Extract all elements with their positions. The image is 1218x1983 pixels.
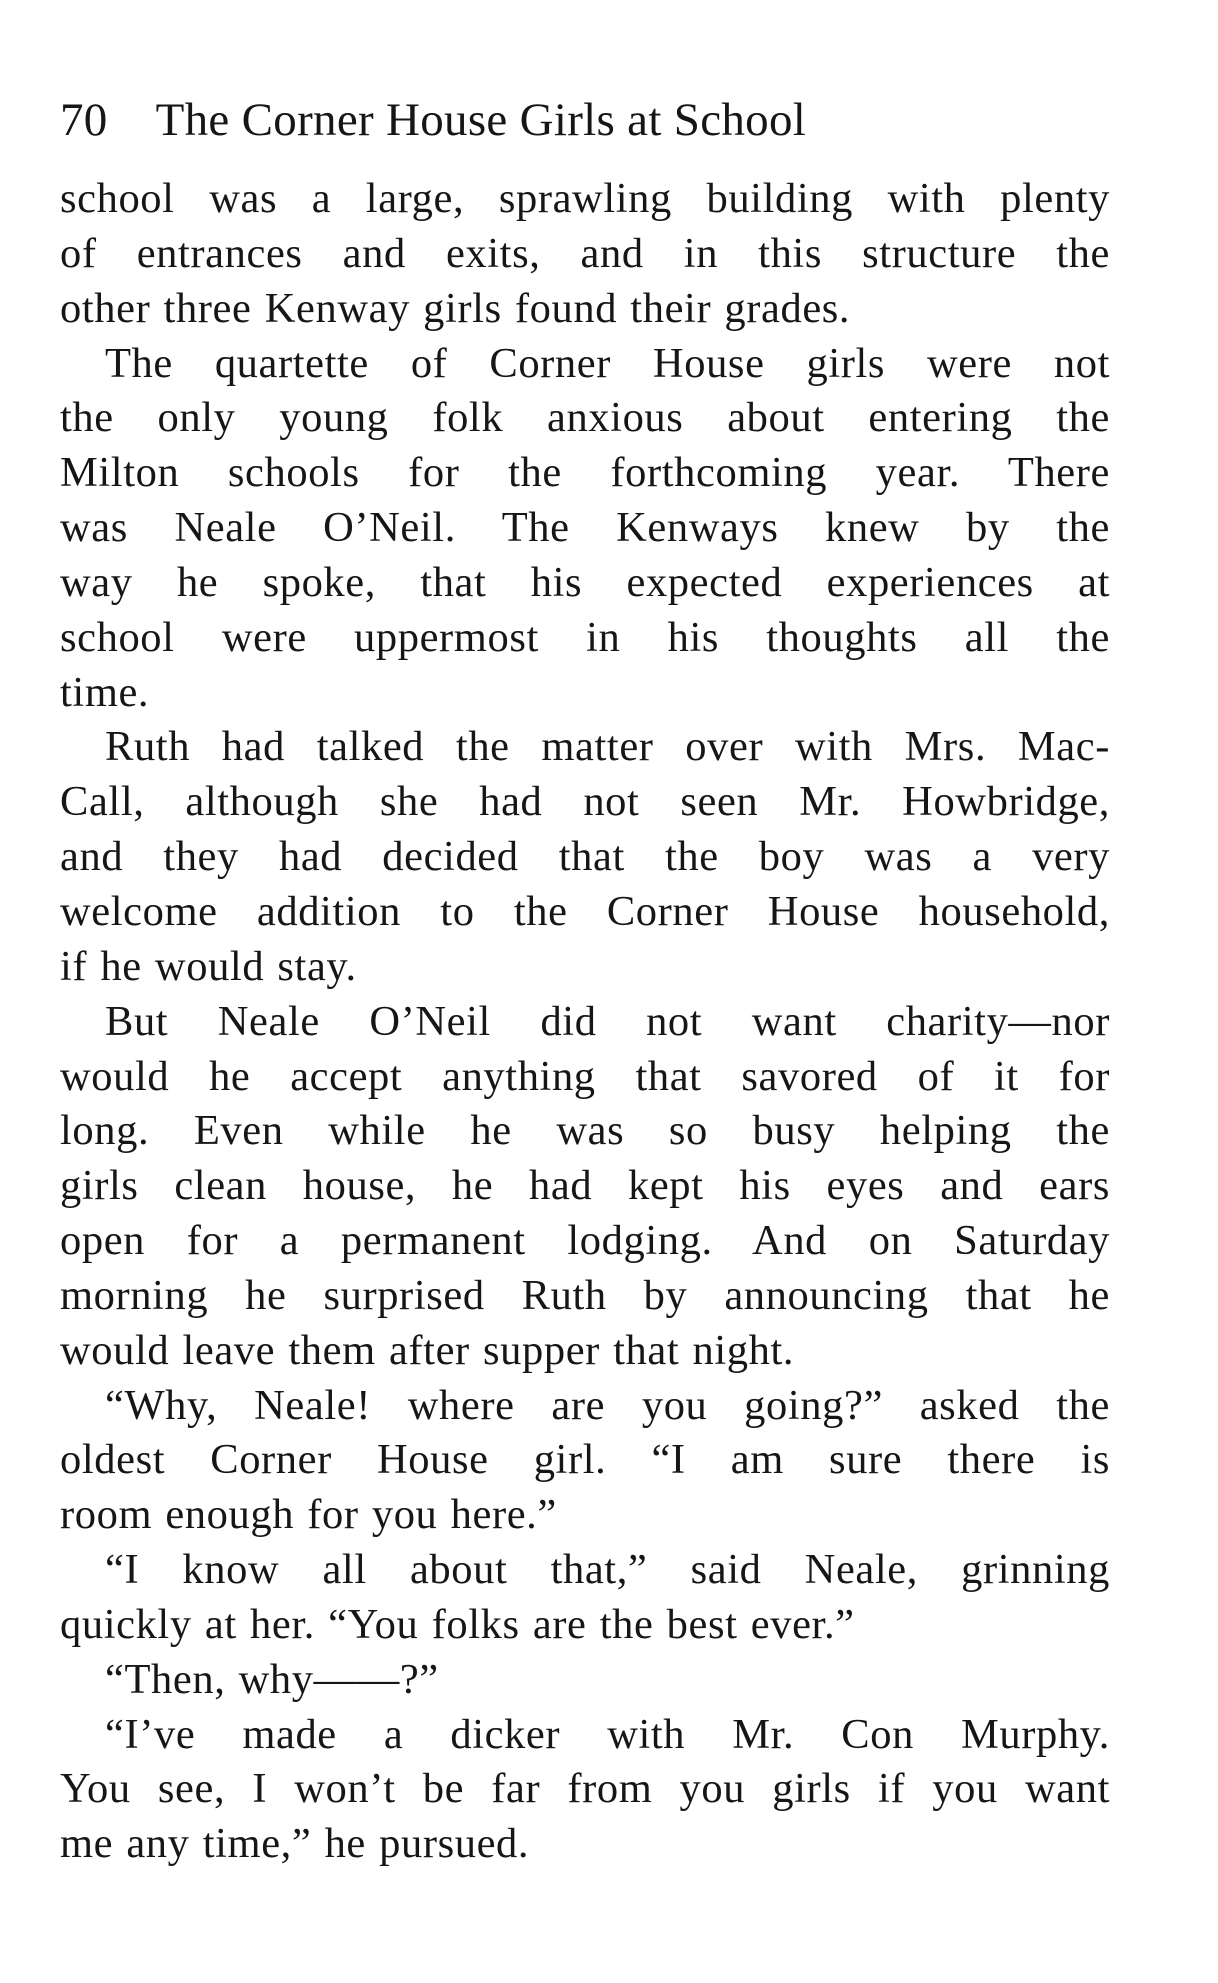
body-text: [60, 172, 1110, 1872]
text-line: school were uppermost in his thoughts all the: [60, 613, 1110, 661]
paragraph: [60, 1708, 1110, 1873]
text-line: But Neale O’Neil did not want charity—nor: [105, 997, 1110, 1045]
paragraph: [60, 337, 1110, 721]
text-line: “Then, why——?”: [105, 1655, 439, 1703]
text-line: long. Even while he was so busy helping the: [60, 1107, 1110, 1155]
text-line: welcome addition to the Corner House household,: [60, 887, 1110, 935]
text-line: open for a permanent lodging. And on Saturday: [60, 1217, 1110, 1265]
text-line: Call, although she had not seen Mr. Howbridge,: [60, 778, 1110, 826]
text-line: Ruth had talked the matter over with Mrs. Mac-: [105, 723, 1110, 771]
text-line: would leave them after supper that night.: [60, 1326, 795, 1374]
text-line: would he accept anything that savored of it for: [60, 1052, 1110, 1100]
text-line: “Why, Neale! where are you going?” asked the: [105, 1381, 1110, 1429]
text-line: You see, I won’t be far from you girls if you want: [60, 1765, 1110, 1813]
paragraph: [60, 1543, 1110, 1653]
paragraph: [60, 172, 1110, 337]
text-line: way he spoke, that his expected experiences at: [60, 558, 1110, 606]
paragraph: [60, 995, 1110, 1379]
text-line: The quartette of Corner House girls were not: [105, 339, 1110, 387]
paragraph: [60, 720, 1110, 994]
paragraph: [60, 1379, 1110, 1544]
text-line: other three Kenway girls found their grades.: [60, 284, 851, 332]
text-line: the only young folk anxious about entering the: [60, 394, 1110, 442]
page-number: 70: [60, 94, 108, 146]
text-line: and they had decided that the boy was a very: [60, 833, 1110, 881]
text-line: time.: [60, 668, 150, 716]
text-line: Milton schools for the forthcoming year. There: [60, 449, 1110, 497]
text-line: oldest Corner House girl. “I am sure there is: [60, 1436, 1110, 1484]
running-header: [60, 90, 1110, 150]
text-line: if he would stay.: [60, 942, 357, 990]
paragraph: [60, 1653, 1110, 1708]
text-line: “I’ve made a dicker with Mr. Con Murphy.: [105, 1710, 1110, 1758]
text-line: girls clean house, he had kept his eyes and ears: [60, 1162, 1110, 1210]
text-line: school was a large, sprawling building with plenty: [60, 175, 1110, 222]
text-line: was Neale O’Neil. The Kenways knew by the: [60, 504, 1110, 552]
text-line: “I know all about that,” said Neale, grinning: [105, 1546, 1110, 1594]
text-line: quickly at her. “You folks are the best ever.”: [60, 1600, 855, 1648]
text-line: me any time,” he pursued.: [60, 1820, 530, 1868]
text-line: room enough for you here.”: [60, 1491, 557, 1539]
text-line: of entrances and exits, and in this structure the: [60, 229, 1110, 277]
running-title: The Corner House Girls at School: [155, 94, 807, 146]
book-page: [60, 90, 1110, 1872]
text-line: morning he surprised Ruth by announcing that he: [60, 1271, 1110, 1319]
